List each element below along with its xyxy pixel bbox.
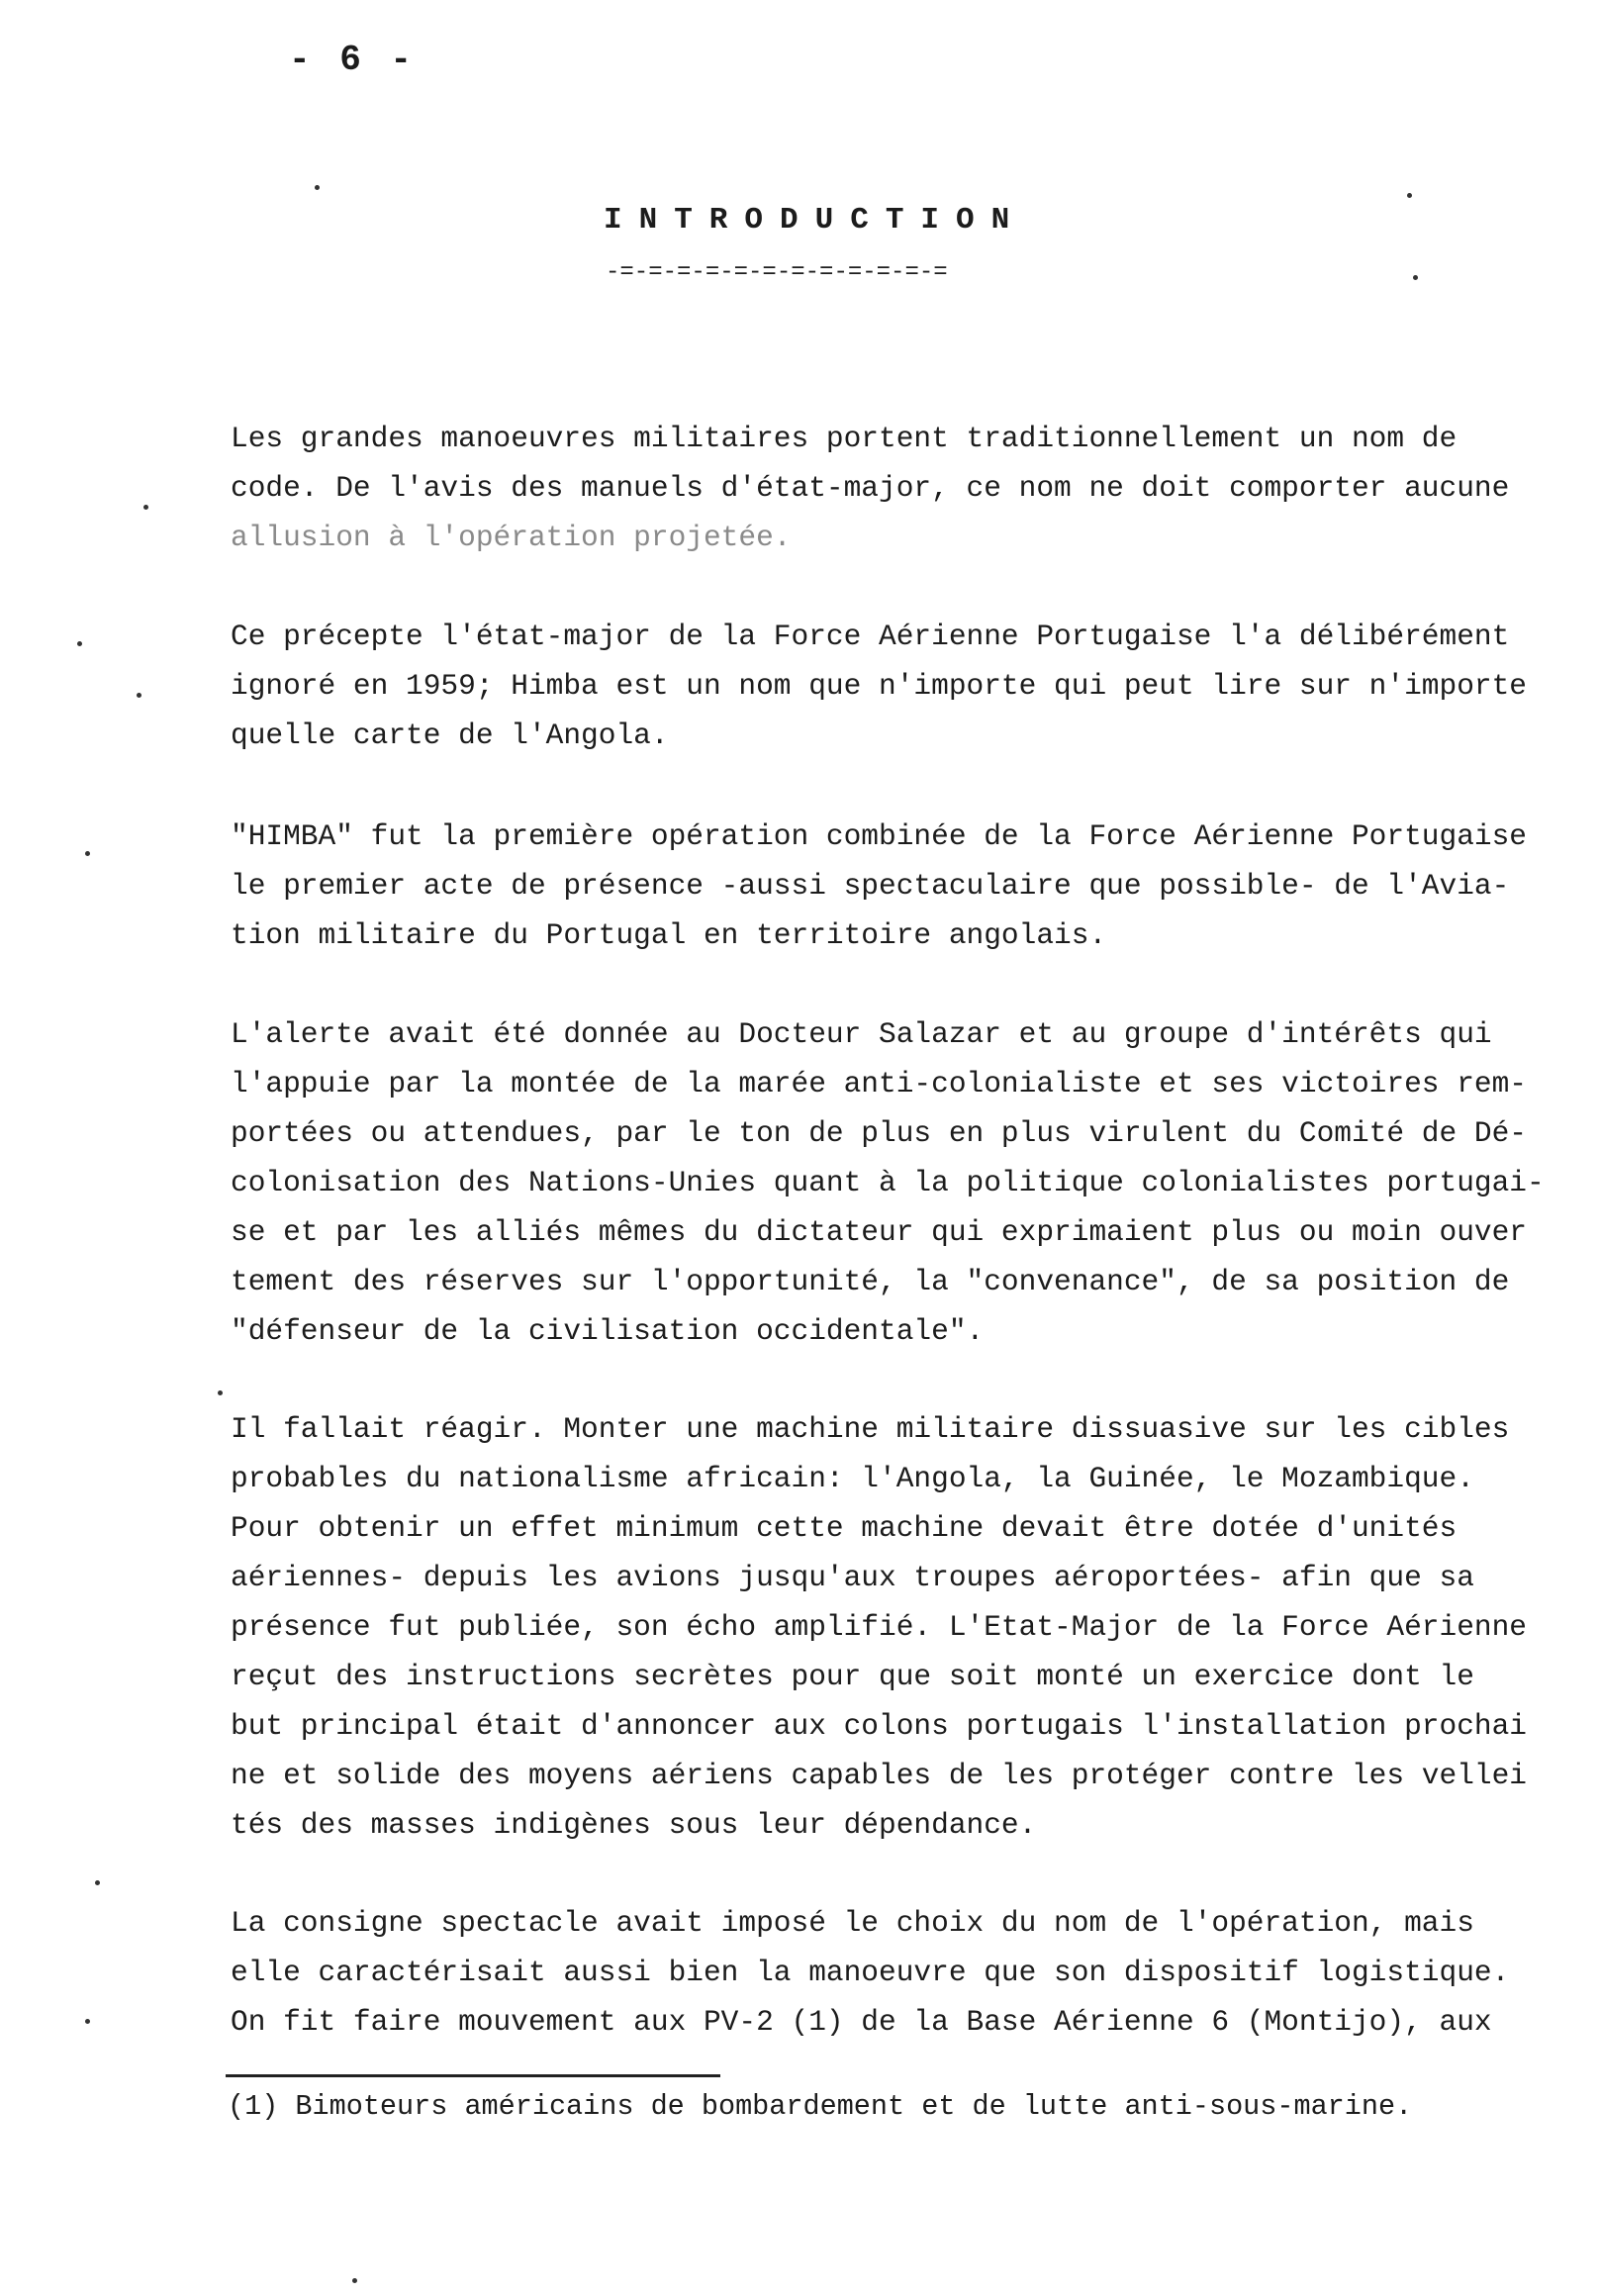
text-line: L'alerte avait été donnée au Docteur Salazar et au groupe d'intérêts qui bbox=[231, 1017, 1492, 1051]
paragraph-5 bbox=[231, 1404, 1596, 1850]
scan-speck bbox=[1413, 275, 1418, 280]
text-line: code. De l'avis des manuels d'état-major, ce nom ne doit comporter aucune bbox=[231, 471, 1510, 505]
text-line: se et par les alliés mêmes du dictateur qui exprimaient plus ou moin ouver bbox=[231, 1215, 1528, 1249]
text-line: allusion à l'opération projetée. bbox=[231, 521, 792, 554]
text-line: tion militaire du Portugal en territoire angolais. bbox=[231, 918, 1107, 952]
text-line: colonisation des Nations-Unies quant à la politique colonialistes portugai- bbox=[231, 1166, 1545, 1199]
text-line: but principal était d'annoncer aux colons portugais l'installation prochai bbox=[231, 1709, 1528, 1743]
page-number: - 6 - bbox=[289, 40, 417, 80]
text-line: tement des réserves sur l'opportunité, la "convenance", de sa position de bbox=[231, 1265, 1510, 1298]
title-underline: -=-=-=-=-=-=-=-=-=-=-=-= bbox=[606, 259, 948, 286]
text-line: tés des masses indigènes sous leur dépendance. bbox=[231, 1808, 1037, 1842]
scan-speck bbox=[315, 185, 320, 190]
text-line: elle caractérisait aussi bien la manoeuvre que son dispositif logistique. bbox=[231, 1956, 1510, 1989]
text-line: présence fut publiée, son écho amplifié. L'Etat-Major de la Force Aérienne bbox=[231, 1610, 1528, 1644]
text-line: "défenseur de la civilisation occidentale". bbox=[231, 1314, 985, 1348]
footnote-rule bbox=[226, 2074, 720, 2077]
scan-speck bbox=[352, 2278, 357, 2283]
paragraph-1 bbox=[231, 414, 1596, 562]
text-line: aériennes- depuis les avions jusqu'aux troupes aéroportées- afin que sa bbox=[231, 1561, 1474, 1594]
text-line: Il fallait réagir. Monter une machine militaire dissuasive sur les cibles bbox=[231, 1412, 1510, 1446]
scan-speck bbox=[143, 505, 148, 510]
text-line: le premier acte de présence -aussi spectaculaire que possible- de l'Avia- bbox=[231, 869, 1510, 903]
text-line: "HIMBA" fut la première opération combinée de la Force Aérienne Portugaise bbox=[231, 819, 1528, 853]
text-line: La consigne spectacle avait imposé le choix du nom de l'opération, mais bbox=[231, 1906, 1474, 1940]
text-line: Ce précepte l'état-major de la Force Aérienne Portugaise l'a délibérément bbox=[231, 620, 1510, 653]
text-line: quelle carte de l'Angola. bbox=[231, 718, 669, 752]
paragraph-6 bbox=[231, 1898, 1596, 2047]
page-title: INTRODUCTION bbox=[604, 203, 1027, 238]
text-line: portées ou attendues, par le ton de plus en plus virulent du Comité de Dé- bbox=[231, 1116, 1528, 1150]
paragraph-3 bbox=[231, 812, 1596, 960]
scan-speck bbox=[218, 1390, 223, 1395]
scan-speck bbox=[85, 2019, 90, 2024]
scan-speck bbox=[95, 1880, 100, 1885]
scan-speck bbox=[77, 641, 82, 646]
scan-speck bbox=[85, 851, 90, 856]
text-line: reçut des instructions secrètes pour que soit monté un exercice dont le bbox=[231, 1660, 1474, 1693]
paragraph-2 bbox=[231, 612, 1596, 760]
scan-speck bbox=[137, 693, 141, 698]
footnote: (1) Bimoteurs américains de bombardement et de lutte anti-sous-marine. bbox=[228, 2090, 1413, 2123]
text-line: Pour obtenir un effet minimum cette machine devait être dotée d'unités bbox=[231, 1511, 1458, 1545]
scan-speck bbox=[1407, 193, 1412, 198]
text-line: On fit faire mouvement aux PV-2 (1) de la Base Aérienne 6 (Montijo), aux bbox=[231, 2005, 1492, 2039]
text-line: probables du nationalisme africain: l'Angola, la Guinée, le Mozambique. bbox=[231, 1462, 1474, 1495]
text-line: ignoré en 1959; Himba est un nom que n'importe qui peut lire sur n'importe bbox=[231, 669, 1528, 703]
text-line: ne et solide des moyens aériens capables de les protéger contre les vellei bbox=[231, 1759, 1528, 1792]
text-line: Les grandes manoeuvres militaires portent traditionnellement un nom de bbox=[231, 422, 1458, 455]
text-line: l'appuie par la montée de la marée anti-colonialiste et ses victoires rem- bbox=[231, 1067, 1528, 1100]
paragraph-4 bbox=[231, 1009, 1596, 1356]
